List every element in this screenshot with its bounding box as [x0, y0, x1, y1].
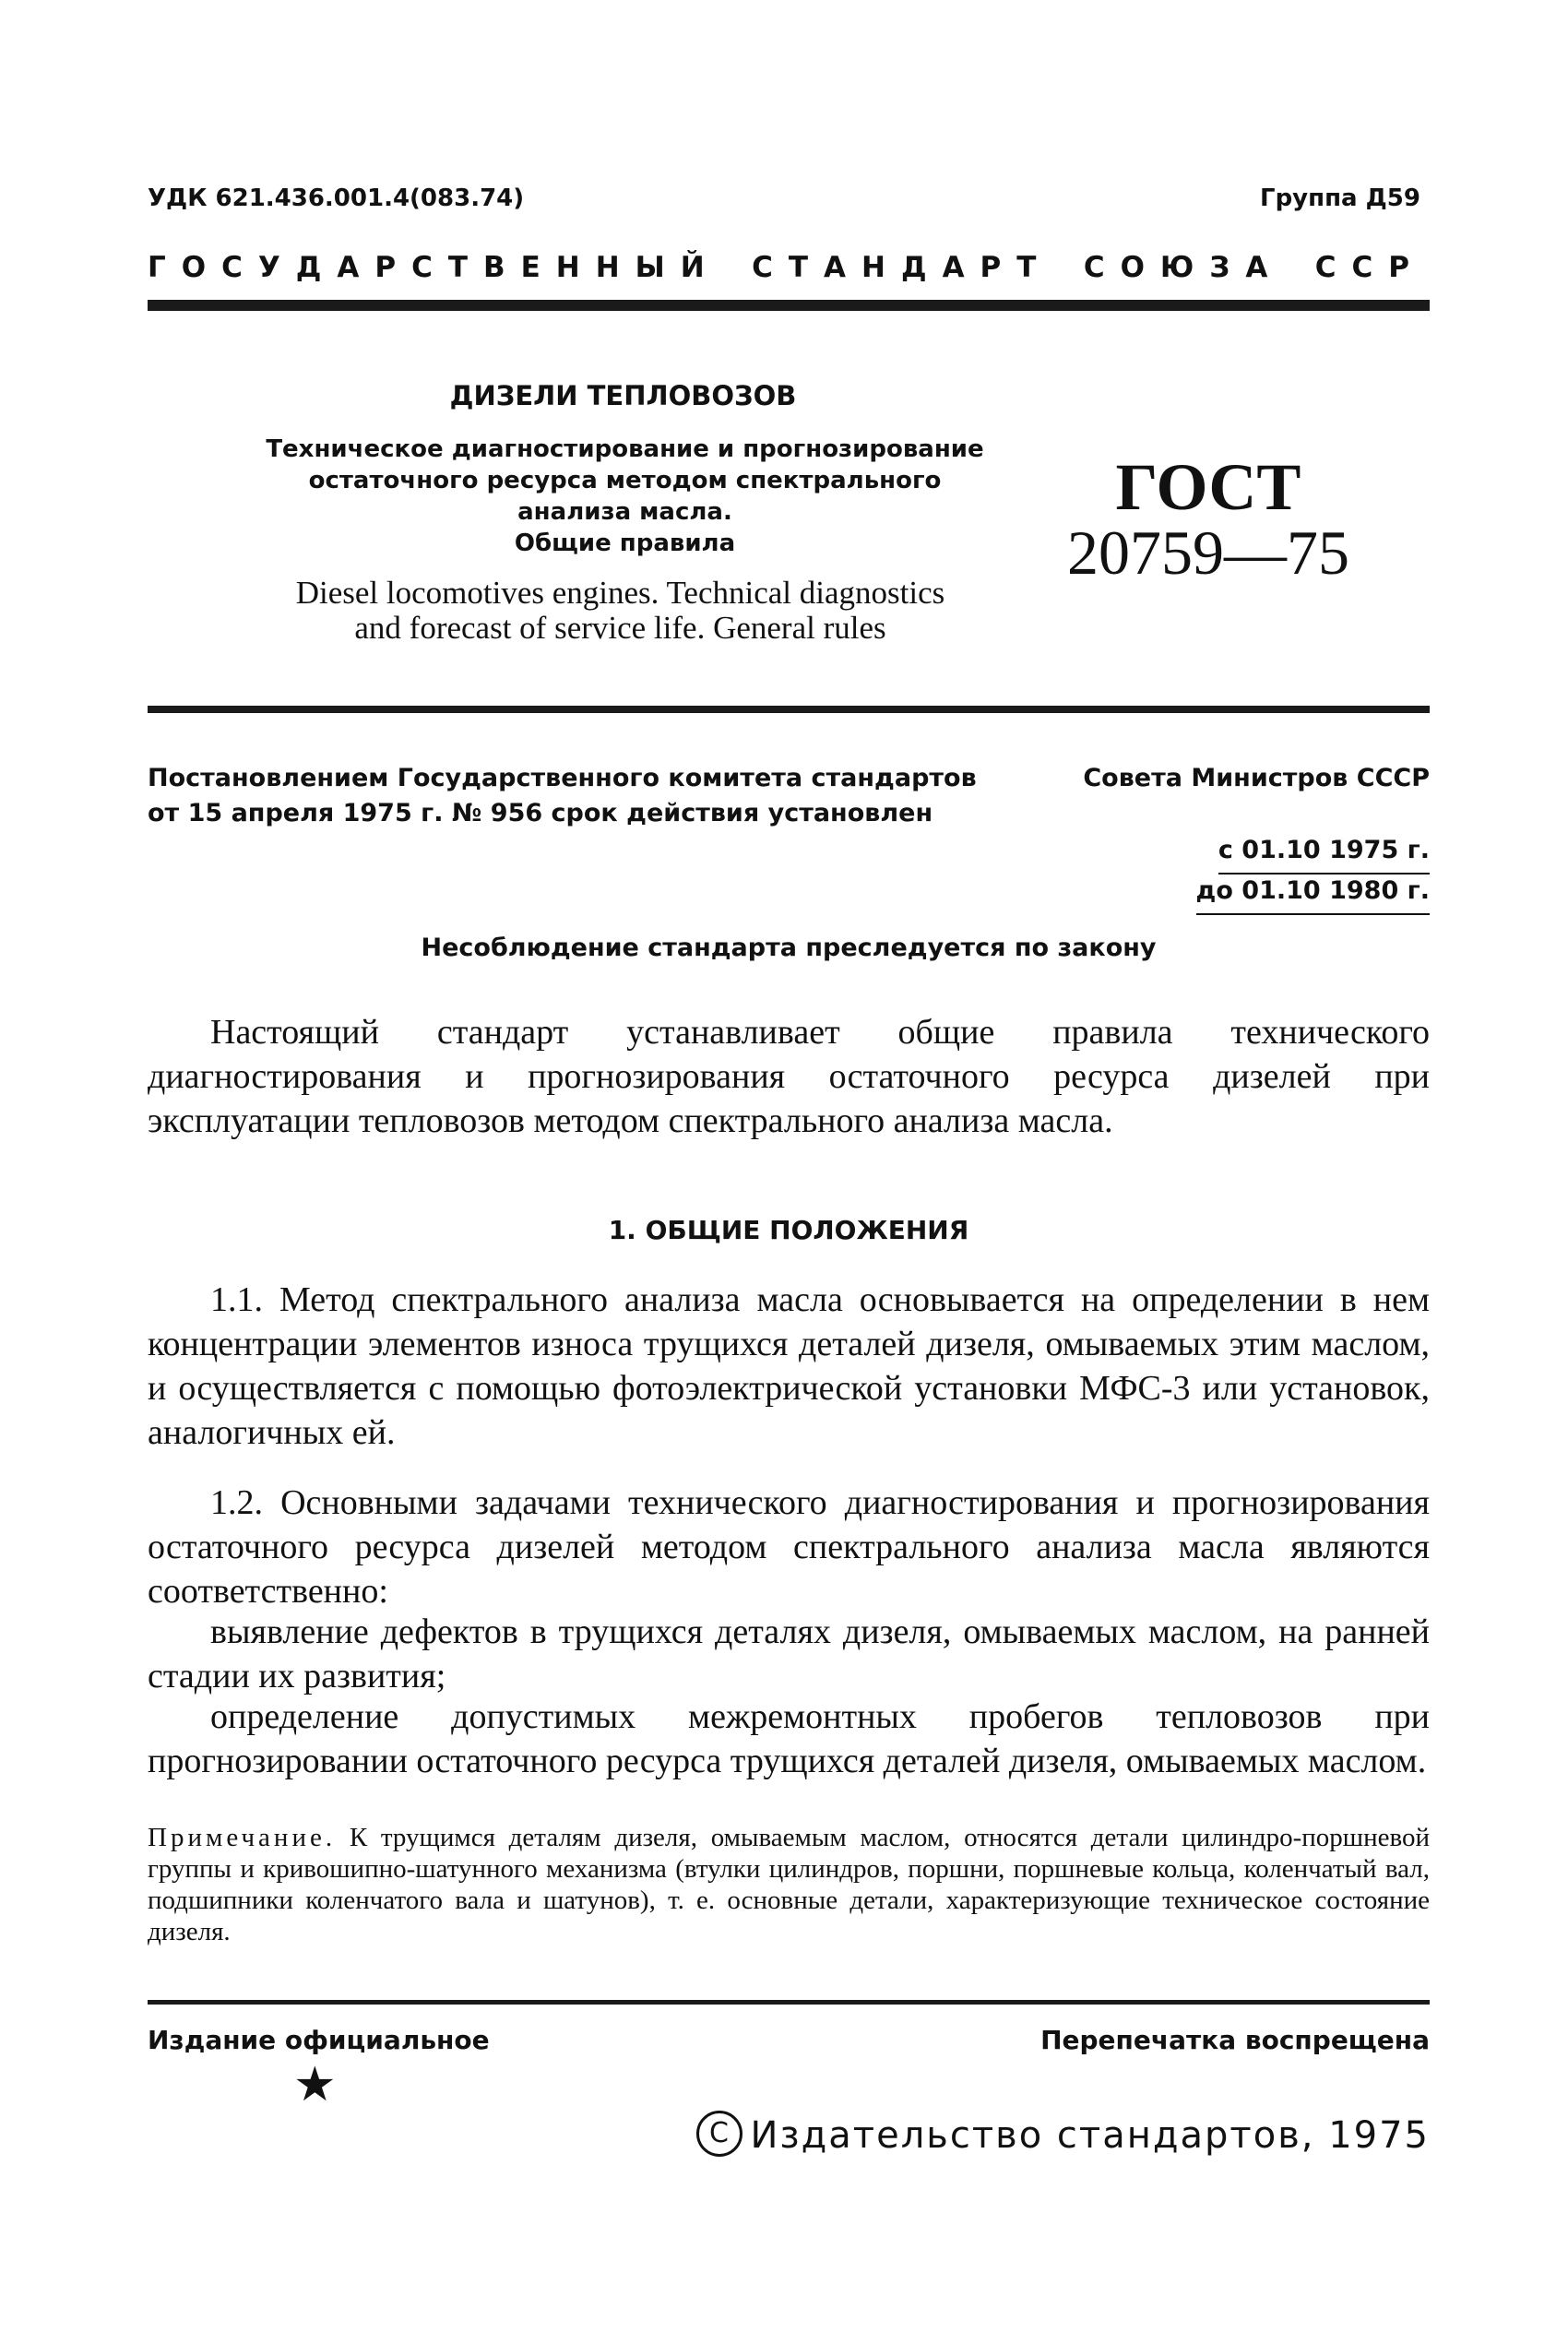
- document-title: ДИЗЕЛИ ТЕПЛОВОЗОВ: [449, 380, 797, 411]
- subtitle-line: Техническое диагностирование и прогнозирование: [266, 435, 984, 463]
- valid-to: до 01.10 1980 г.: [1196, 871, 1430, 915]
- paragraph-1-2-item-b: определение допустимых межремонтных пробегов тепловозов при прогнозировании остаточного ресурса трущихся деталей дизеля, омываемых маслом.: [148, 1697, 1430, 1780]
- state-standard-heading: [148, 251, 1425, 284]
- note-text: К трущимся деталям дизеля, омываемым маслом, относятся детали цилиндро-поршневой группы и кривошипно-шатунного механизма (втулки цилиндров, поршни, поршневые кольца, коленчатый вал, подшипники коленчатого вала и шатунов), т. е. основные детали, характеризующие техническое состояние дизеля.: [148, 1823, 1431, 1946]
- copyright-line: [696, 2114, 1430, 2160]
- document-subtitle: [184, 434, 1065, 559]
- decree-line-1: [148, 761, 1430, 796]
- state-word-4: ССР: [1314, 251, 1425, 284]
- publisher-name: Издательство стандартов, 1975: [750, 2114, 1430, 2157]
- english-title-line: and forecast of service life. General rules: [354, 610, 886, 646]
- paragraph-1-2: 1.2. Основными задачами технического диагностирования и прогнозирования остаточного ресурса дизелей методом спектрального анализа масла являются соответственно:: [148, 1483, 1430, 1611]
- subtitle-line: Общие правила: [514, 529, 736, 557]
- state-word-2: СТАНДАРТ: [752, 251, 1052, 284]
- decree-block: [148, 761, 1430, 831]
- decree-line-1-right: Совета Министров СССР: [1083, 764, 1430, 792]
- group-code: Группа Д59: [1260, 184, 1420, 212]
- gost-label: ГОСТ: [1115, 450, 1301, 524]
- state-word-1: ГОСУДАРСТВЕННЫЙ: [148, 251, 720, 284]
- state-word-3: СОЮЗА: [1083, 251, 1284, 284]
- paragraph-1-2-item-a: выявление дефектов в трущихся деталях дизеля, омываемых маслом, на ранней стадии их развития;: [148, 1612, 1430, 1695]
- title-divider: [148, 706, 1430, 713]
- valid-from: с 01.10 1975 г.: [1218, 830, 1430, 874]
- legal-warning: Несоблюдение стандарта преследуется по закону: [421, 934, 1157, 962]
- english-title: [157, 576, 1084, 646]
- decree-line-1-left: Постановлением Государственного комитета стандартов: [148, 764, 977, 792]
- star-icon: ★: [293, 2057, 337, 2112]
- paragraph-1-1: 1.1. Метод спектрального анализа масла основывается на определении в нем концентрации элементов износа трущихся деталей дизеля, омываемых этим маслом, и осуществляется с помощью фотоэлектрической установки МФС-3 или установок, аналогичных ей.: [148, 1280, 1430, 1452]
- header-divider: [148, 300, 1430, 311]
- note: [148, 1822, 1430, 1947]
- official-edition-label: Издание официальное: [148, 2025, 490, 2055]
- footer-divider: [148, 2000, 1430, 2005]
- note-label: Примечание.: [148, 1823, 337, 1852]
- gost-number: 20759—75: [1067, 518, 1349, 588]
- subtitle-line: анализа масла.: [517, 498, 732, 526]
- validity-period: [1196, 830, 1430, 911]
- udk-code: УДК 621.436.001.4(083.74): [148, 184, 525, 212]
- section-title: 1. ОБЩИЕ ПОЛОЖЕНИЯ: [608, 1215, 969, 1245]
- copyright-icon: C: [696, 2111, 742, 2157]
- reprint-prohibited-label: Перепечатка воспрещена: [1040, 2025, 1430, 2055]
- subtitle-line: остаточного ресурса методом спектрального: [308, 467, 942, 494]
- intro-paragraph: Настоящий стандарт устанавливает общие правила технического диагностирования и прогнозирования остаточного ресурса дизелей при эксплуатации тепловозов методом спектрального анализа масла.: [148, 1013, 1430, 1140]
- english-title-line: Diesel locomotives engines. Technical diagnostics: [295, 575, 945, 611]
- decree-line-2: от 15 апреля 1975 г. № 956 срок действия установлен: [148, 799, 933, 827]
